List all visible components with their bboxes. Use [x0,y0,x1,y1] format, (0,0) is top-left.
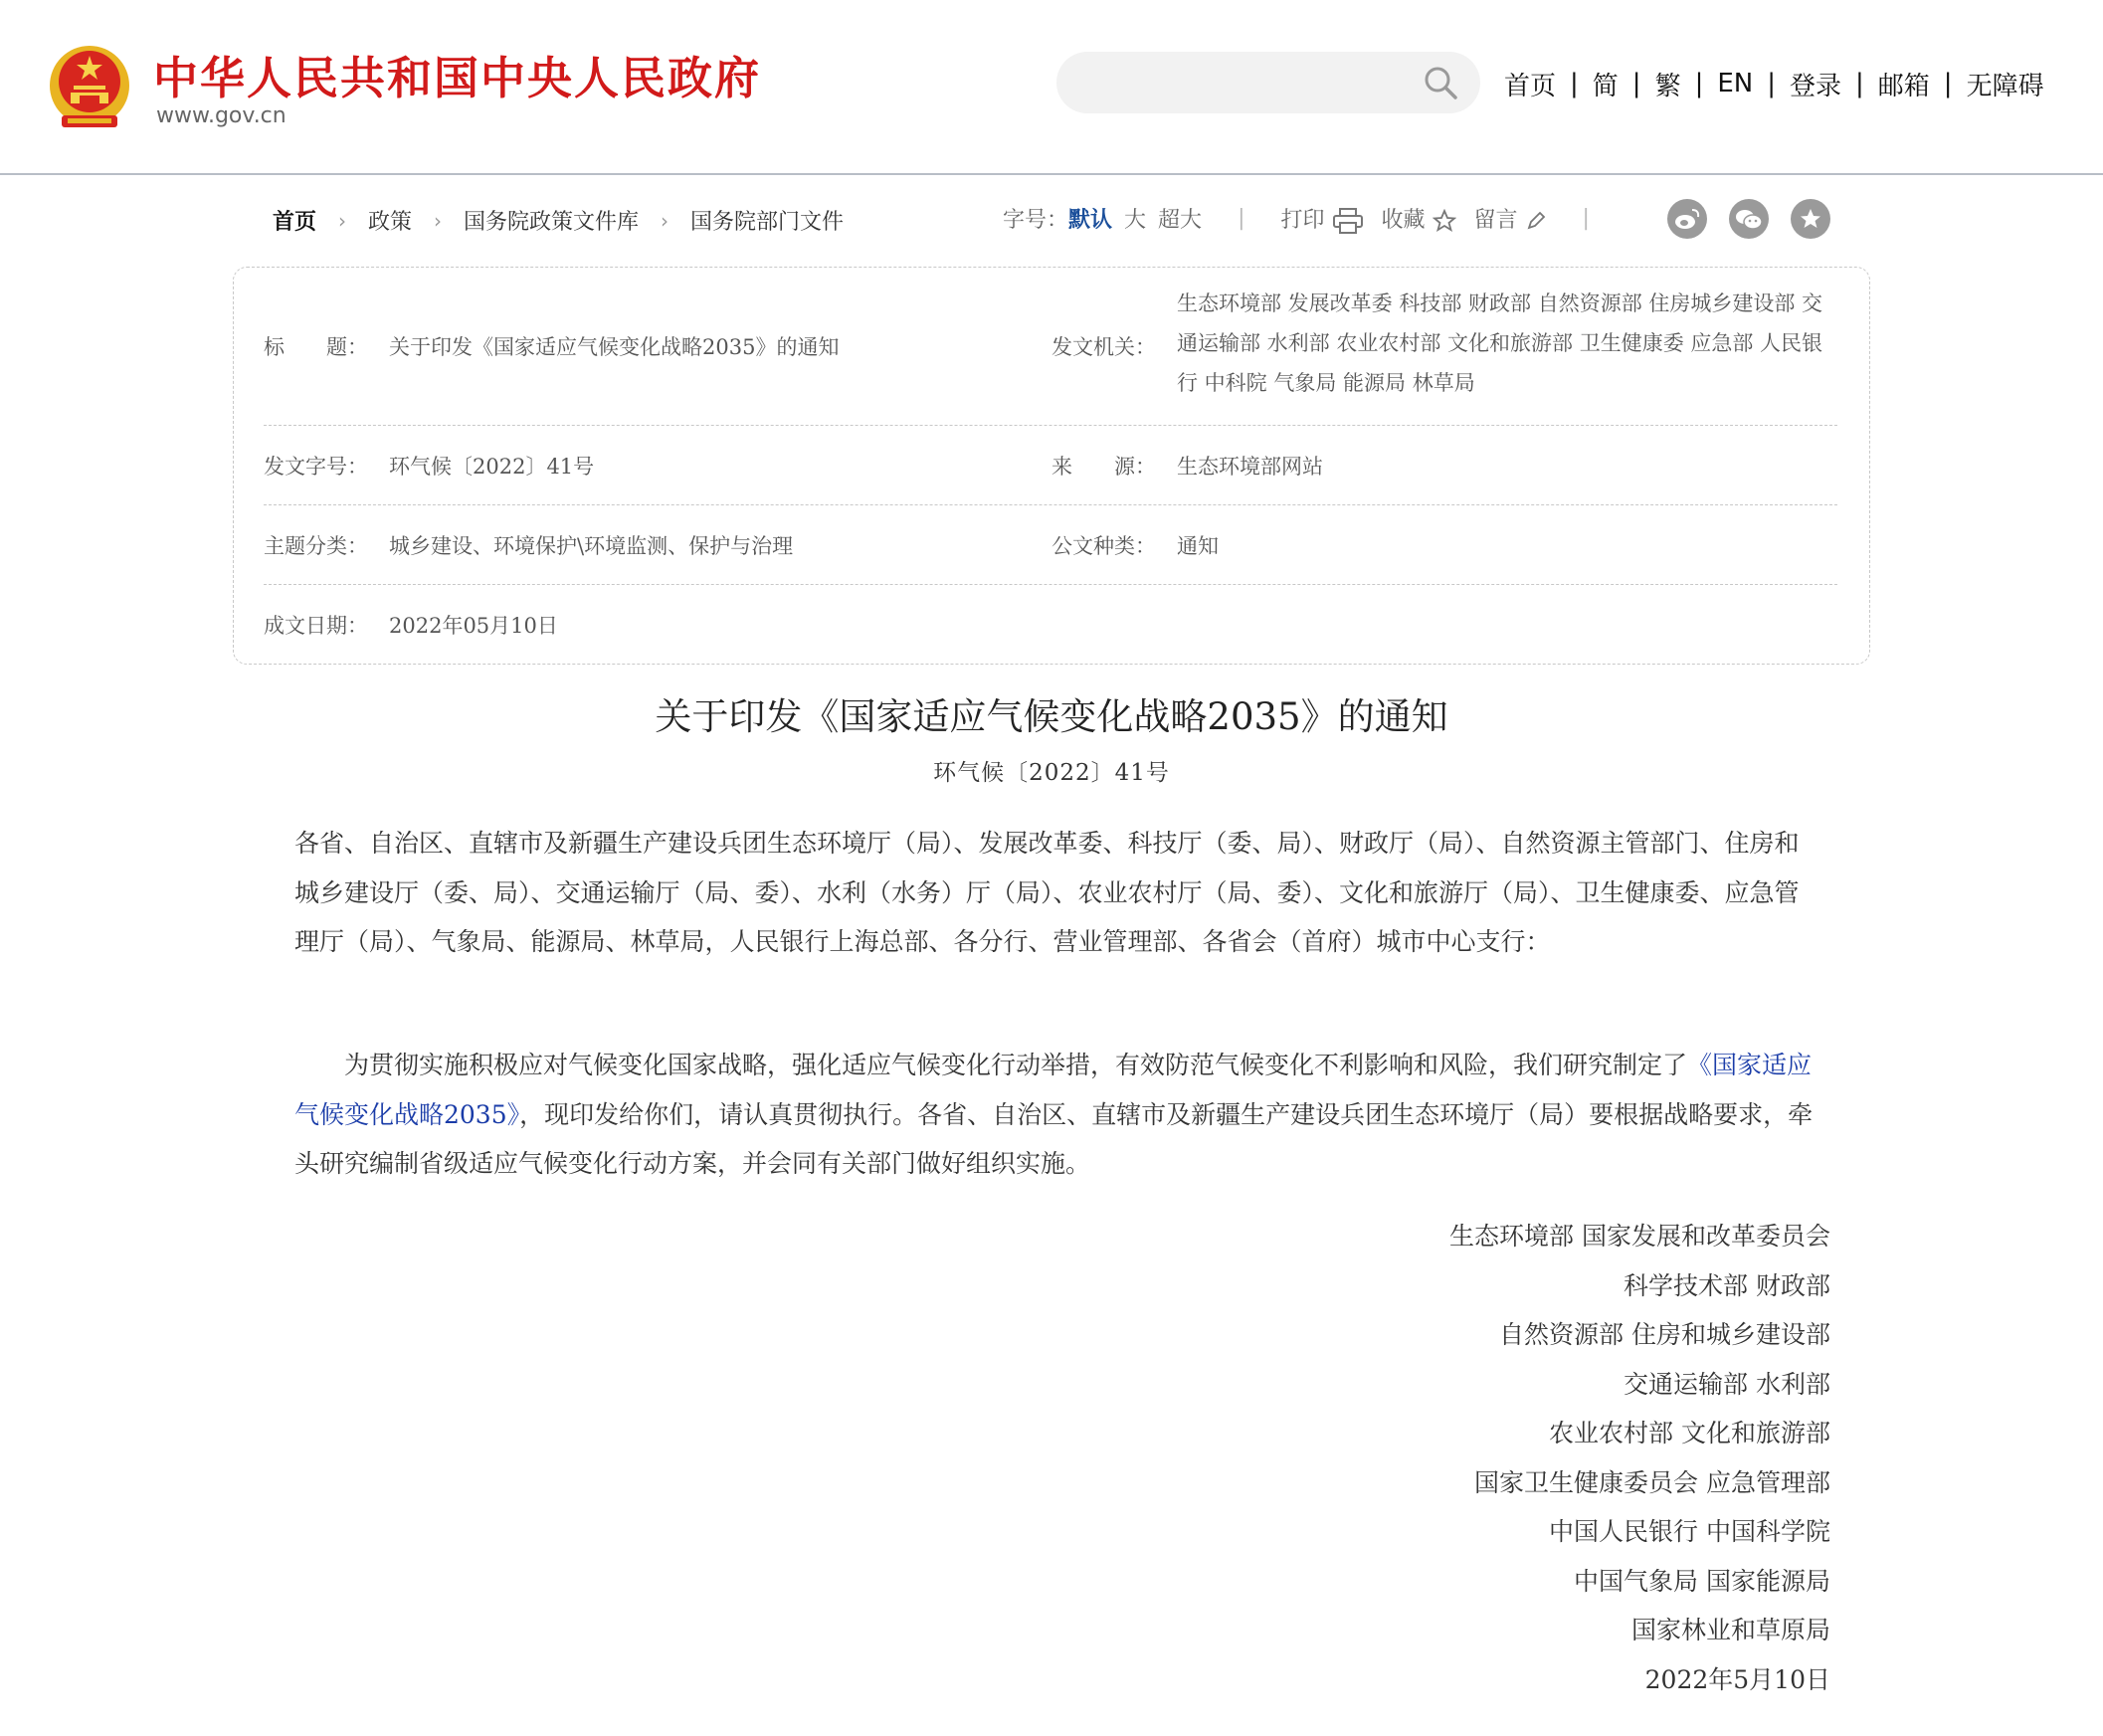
signing-date: 2022年5月10日 [1644,1664,1830,1694]
nav-login[interactable]: 登录 [1790,71,1842,101]
breadcrumb-department-docs[interactable]: 国务院部门文件 [690,210,845,235]
paragraph-text-before-link: 为贯彻实施积极应对气候变化国家战略，强化适应气候变化行动举措，有效防范气候变化不利影响和风险，我们研究制定了 [344,1051,1688,1079]
breadcrumb-home[interactable]: 首页 [273,209,317,235]
document-signers [1449,1212,1830,1704]
chevron-right-icon: › [434,208,443,233]
meta-row-topic [264,504,1837,585]
font-size-xlarge[interactable]: 超大 [1158,208,1203,233]
signer-line: 中国气象局 国家能源局 [1574,1566,1830,1596]
meta-source-label: 来 源： [1052,455,1156,479]
document-number: 环气候〔2022〕41号 [933,760,1170,786]
document-metadata [233,267,1870,665]
document-addressees: 各省、自治区、直辖市及新疆生产建设兵团生态环境厅（局）、发展改革委、科技厅（委、局）、财政厅（局）、自然资源主管部门、住房和城乡建设厅（委、局）、交通运输厅（局、委）、水利（水务）厅（局）、农业农村厅（局、委）、文化和旅游厅（局）、卫生健康委、应急管理厅（局）、气象局、能源局、林草局，人民银行上海总部、各分行、营业管理部、各省会（首府）城市中心支行： [294,829,1800,956]
meta-date-value: 2022年05月10日 [389,614,558,638]
tool-separator: | [1582,206,1590,231]
strategy-document-link[interactable]: 《国家适应气候变化战略2035》 [294,1051,1813,1129]
article-tools [1003,203,1625,234]
tool-separator: | [1238,206,1245,231]
breadcrumb-policy[interactable]: 政策 [368,210,413,235]
nav-simplified[interactable]: 简 [1592,71,1619,101]
meta-date-label: 成文日期： [264,614,368,638]
search-icon[interactable] [1423,65,1458,100]
site-title[interactable]: 中华人民共和国中央人民政府 [153,52,762,104]
font-size-large[interactable]: 大 [1124,208,1147,233]
signer-line: 自然资源部 住房和城乡建设部 [1499,1320,1830,1349]
breadcrumb [273,205,844,236]
print-button[interactable] [1280,203,1363,234]
meta-docno-value: 环气候〔2022〕41号 [389,455,595,479]
meta-row-title [264,268,1837,426]
nav-separator: | [1631,69,1641,98]
signer-line: 交通运输部 水利部 [1624,1369,1830,1399]
signer-line: 科学技术部 财政部 [1624,1270,1830,1300]
site-url: www.gov.cn [156,103,287,128]
star-icon[interactable] [1791,199,1830,239]
meta-topic-label: 主题分类： [264,534,368,558]
font-size-default[interactable]: 默认 [1068,207,1113,233]
national-emblem-icon[interactable] [48,42,131,133]
article-toolbar [233,193,1834,249]
meta-issuer-value: 生态环境部 发展改革委 科技部 财政部 自然资源部 住房城乡建设部 交通运输部 水利部 农业农村部 文化和旅游部 卫生健康委 应急部 人民银行 中科院 气象局 能源局 林草局 [1177,291,1823,395]
meta-type-label: 公文种类： [1052,534,1156,558]
star-outline-icon [1433,209,1456,233]
font-size-label: 字号： [1003,208,1069,233]
comment-button[interactable] [1474,203,1547,234]
meta-docno-label: 发文字号： [264,455,368,479]
comment-label: 留言 [1473,208,1518,233]
nav-mail[interactable]: 邮箱 [1877,71,1930,101]
search-box [1056,52,1480,113]
nav-accessibility[interactable]: 无障碍 [1966,71,2044,101]
chevron-right-icon: › [338,208,347,233]
meta-row-docno [264,425,1837,505]
signer-line: 生态环境部 国家发展和改革委员会 [1449,1222,1830,1251]
favorite-label: 收藏 [1381,208,1426,233]
weibo-icon[interactable] [1667,199,1707,239]
nav-english[interactable]: EN [1717,69,1754,98]
paragraph-text-after-link: ，现印发给你们，请认真贯彻执行。各省、自治区、直辖市及新疆生产建设兵团生态环境厅（局）要根据战略要求，牵头研究编制省级适应气候变化行动方案，并会同有关部门做好组织实施。 [294,1099,1814,1178]
document-paragraph [294,1041,1818,1189]
top-nav [1504,64,2044,103]
nav-traditional[interactable]: 繁 [1654,71,1681,101]
nav-separator: | [1694,69,1704,98]
printer-icon [1332,208,1364,234]
nav-separator: | [1943,69,1953,98]
document-title: 关于印发《国家适应气候变化战略2035》的通知 [655,695,1448,738]
breadcrumb-policy-library[interactable]: 国务院政策文件库 [464,210,640,235]
favorite-button[interactable] [1382,203,1456,234]
meta-title-value: 关于印发《国家适应气候变化战略2035》的通知 [389,335,840,359]
nav-separator: | [1570,69,1579,98]
signer-line: 农业农村部 文化和旅游部 [1549,1419,1830,1447]
meta-source-value: 生态环境部网站 [1177,455,1323,479]
meta-type-value: 通知 [1177,534,1219,558]
wechat-icon[interactable] [1729,199,1769,239]
nav-separator: | [1855,69,1864,98]
share-buttons [1667,199,1852,239]
chevron-right-icon: › [661,208,669,233]
print-label: 打印 [1280,208,1325,233]
pencil-icon [1525,210,1547,232]
site-header [0,0,2103,175]
nav-home[interactable]: 首页 [1504,71,1557,101]
meta-topic-value: 城乡建设、环境保护\环境监测、保护与治理 [389,534,794,558]
search-input[interactable] [1080,62,1393,103]
meta-issuer-label: 发文机关： [1052,335,1156,359]
signer-line: 中国人民银行 中国科学院 [1549,1517,1830,1546]
meta-row-date [264,584,1837,664]
nav-separator: | [1767,69,1776,98]
signer-line: 国家卫生健康委员会 应急管理部 [1474,1467,1830,1497]
meta-title-label: 标 题： [264,335,368,359]
signer-line: 国家林业和草原局 [1630,1616,1830,1644]
